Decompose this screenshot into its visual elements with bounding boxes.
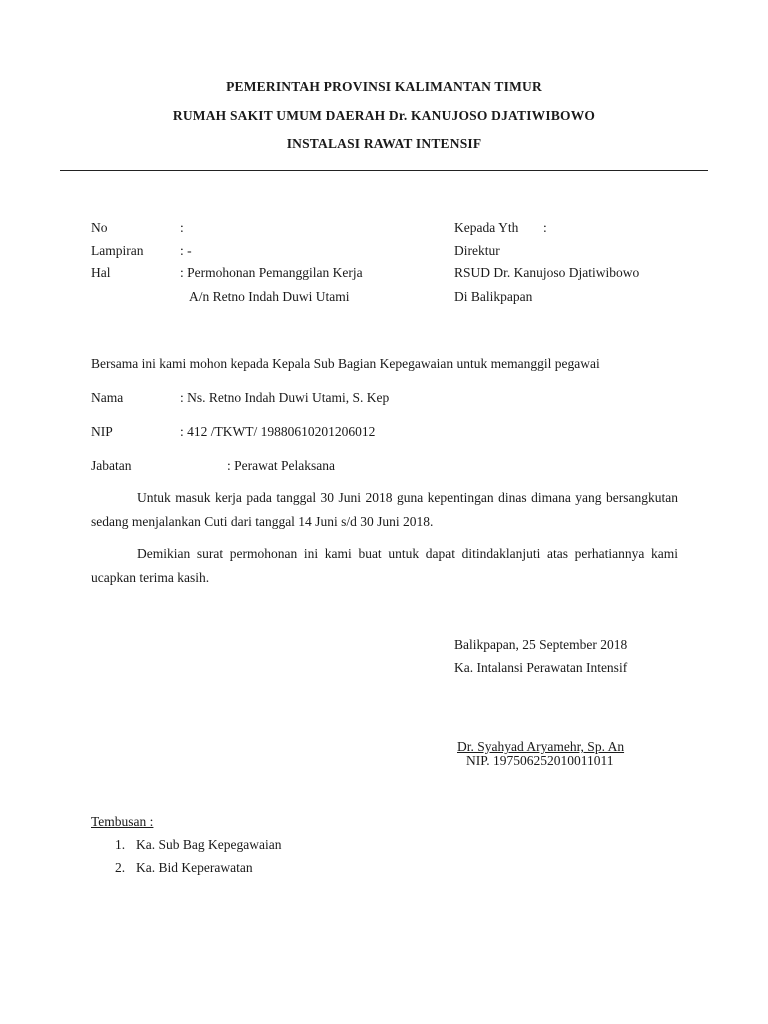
signatory-nip: NIP. 197506252010011011 <box>466 753 614 768</box>
jabatan-value: : Perawat Pelaksana <box>227 458 335 473</box>
kepada-label: Kepada Yth <box>454 220 519 235</box>
signatory-position: Ka. Intalansi Perawatan Intensif <box>454 660 628 675</box>
paragraph-closing-text: Demikian surat permohonan ini kami buat untuk dapat ditindaklanjuti atas perhatiannya kami ucapkan terima kasih. <box>91 546 678 585</box>
header-unit: INSTALASI RAWAT INTENSIF <box>286 136 482 151</box>
nama-label: Nama <box>91 390 124 405</box>
nip-value: : 412 /TKWT/ 19880610201206012 <box>180 424 376 439</box>
paragraph-purpose <box>91 486 678 534</box>
hal-label: Hal <box>91 265 111 280</box>
cc-item-text: Ka. Sub Bag Kepegawaian <box>136 837 282 852</box>
place-date: Balikpapan, 25 September 2018 <box>454 637 628 652</box>
lampiran-label: Lampiran <box>91 243 144 258</box>
hal-value: : Permohonan Pemanggilan Kerja <box>180 265 363 280</box>
paragraph-purpose-text: Untuk masuk kerja pada tanggal 30 Juni 2018 guna kepentingan dinas dimana yang bersangkutan sedang menjalankan Cuti dari tanggal 14 Juni s/d 30 Juni 2018. <box>91 490 678 529</box>
recipient-location: Di Balikpapan <box>454 289 533 304</box>
paragraph-closing <box>91 542 678 590</box>
lampiran-value: : - <box>180 243 192 258</box>
cc-item-number: 2. <box>115 860 126 875</box>
no-value: : <box>180 220 184 235</box>
intro-text: Bersama ini kami mohon kepada Kepala Sub Bagian Kepegawaian untuk memanggil pegawai <box>91 356 600 371</box>
kepada-colon: : <box>543 220 547 235</box>
nama-value: : Ns. Retno Indah Duwi Utami, S. Kep <box>180 390 390 405</box>
cc-item-text: Ka. Bid Keperawatan <box>136 860 253 875</box>
header-hospital: RUMAH SAKIT UMUM DAERAH Dr. KANUJOSO DJATIWIBOWO <box>172 108 596 123</box>
nip-label: NIP <box>91 424 113 439</box>
signatory-name: Dr. Syahyad Aryamehr, Sp. An <box>457 739 625 754</box>
header-divider <box>60 170 708 171</box>
recipient-title: Direktur <box>454 243 500 258</box>
cc-item-number: 1. <box>115 837 126 852</box>
no-label: No <box>91 220 108 235</box>
header-government: PEMERINTAH PROVINSI KALIMANTAN TIMUR <box>226 79 542 94</box>
hal-value-name: A/n Retno Indah Duwi Utami <box>189 289 350 304</box>
cc-title: Tembusan : <box>91 814 154 829</box>
recipient-institution: RSUD Dr. Kanujoso Djatiwibowo <box>454 265 640 280</box>
jabatan-label: Jabatan <box>91 458 132 473</box>
